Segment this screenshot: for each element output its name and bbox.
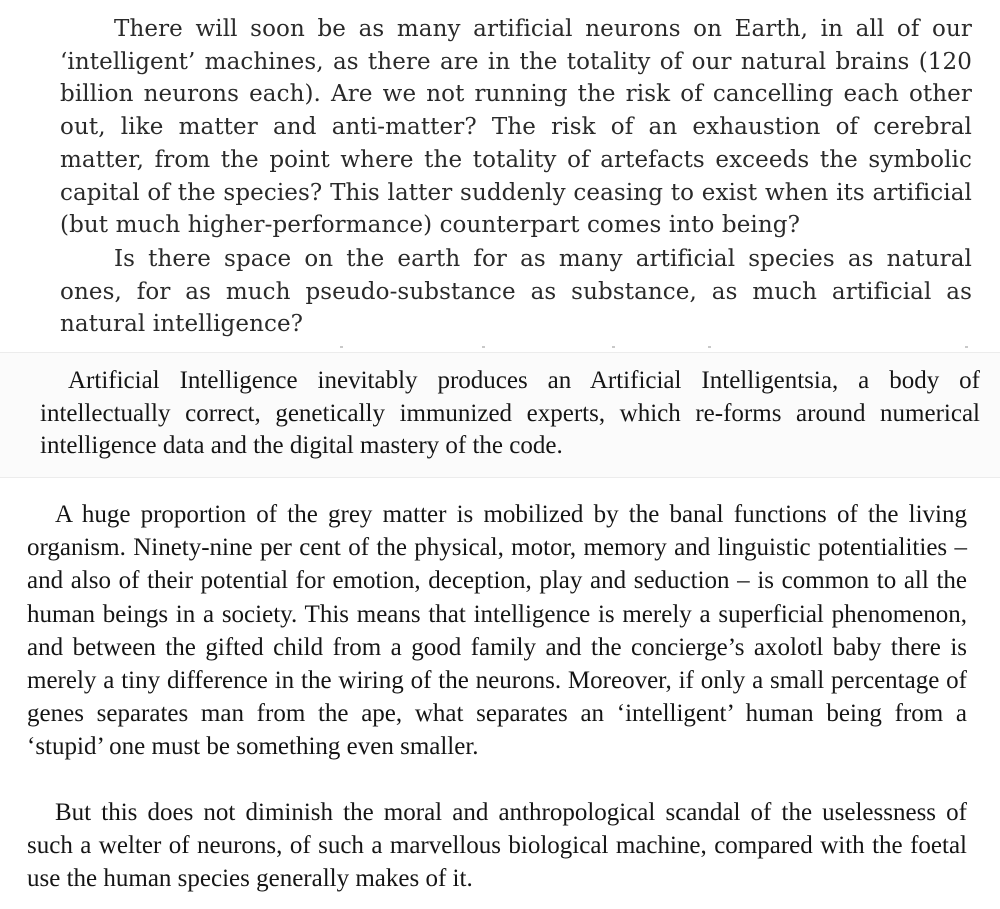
scan-speck [482, 346, 485, 348]
excerpt-1-paragraph-1: There will soon be as many artificial neurons on Earth, in all of our ‘intelligent’ machines, as there are in the totality of our natural brains (120 billion neurons each). Are we not running the risk of cancelling each other out, like matter and anti-matter? The risk of an exhaustion of cerebral matter, from the point where the totality of artefacts exceeds the symbolic capital of the species? This latter suddenly ceasing to exist when its artificial (but much higher-performance) counterpart comes into being? [60, 16, 972, 239]
excerpt-3-paragraph-2: But this does not diminish the moral and anthropological scandal of the uselessness of such a welter of neurons, of such a marvellous biological machine, compared with the foetal use the human species generally makes of it. [27, 799, 967, 893]
excerpt-2-paragraph-1: Artificial Intelligence inevitably produces an Artificial Intelligentsia, a body of intellectually correct, genetically immunized experts, which re-forms around numerical intelligence data and the digital mastery of the code. [40, 367, 980, 459]
scan-speck [708, 346, 711, 348]
scan-speck [612, 346, 615, 348]
excerpt-1 [0, 0, 1000, 350]
excerpt-3 [0, 478, 1000, 909]
excerpt-2 [0, 352, 1000, 478]
scan-speck [965, 346, 968, 348]
scan-speck [340, 346, 343, 348]
excerpt-1-paragraph-2: Is there space on the earth for as many artificial species as natural ones, for as much pseudo-substance as substance, as much artificial as natural intelligence? [60, 246, 972, 338]
excerpt-3-paragraph-1: A huge proportion of the grey matter is mobilized by the banal functions of the living organism. Ninety-nine per cent of the physical, motor, memory and linguistic potentialities – and also of their potential for emotion, deception, play and seduction – is common to all the human beings in a society. This means that intelligence is merely a superficial phenomenon, and between the gifted child from a good family and the concierge’s axolotl baby there is merely a tiny difference in the wiring of the neurons. Moreover, if only a small percentage of genes separates man from the ape, what separates an ‘intelligent’ human being from a ‘stupid’ one must be something even smaller. [27, 501, 967, 761]
